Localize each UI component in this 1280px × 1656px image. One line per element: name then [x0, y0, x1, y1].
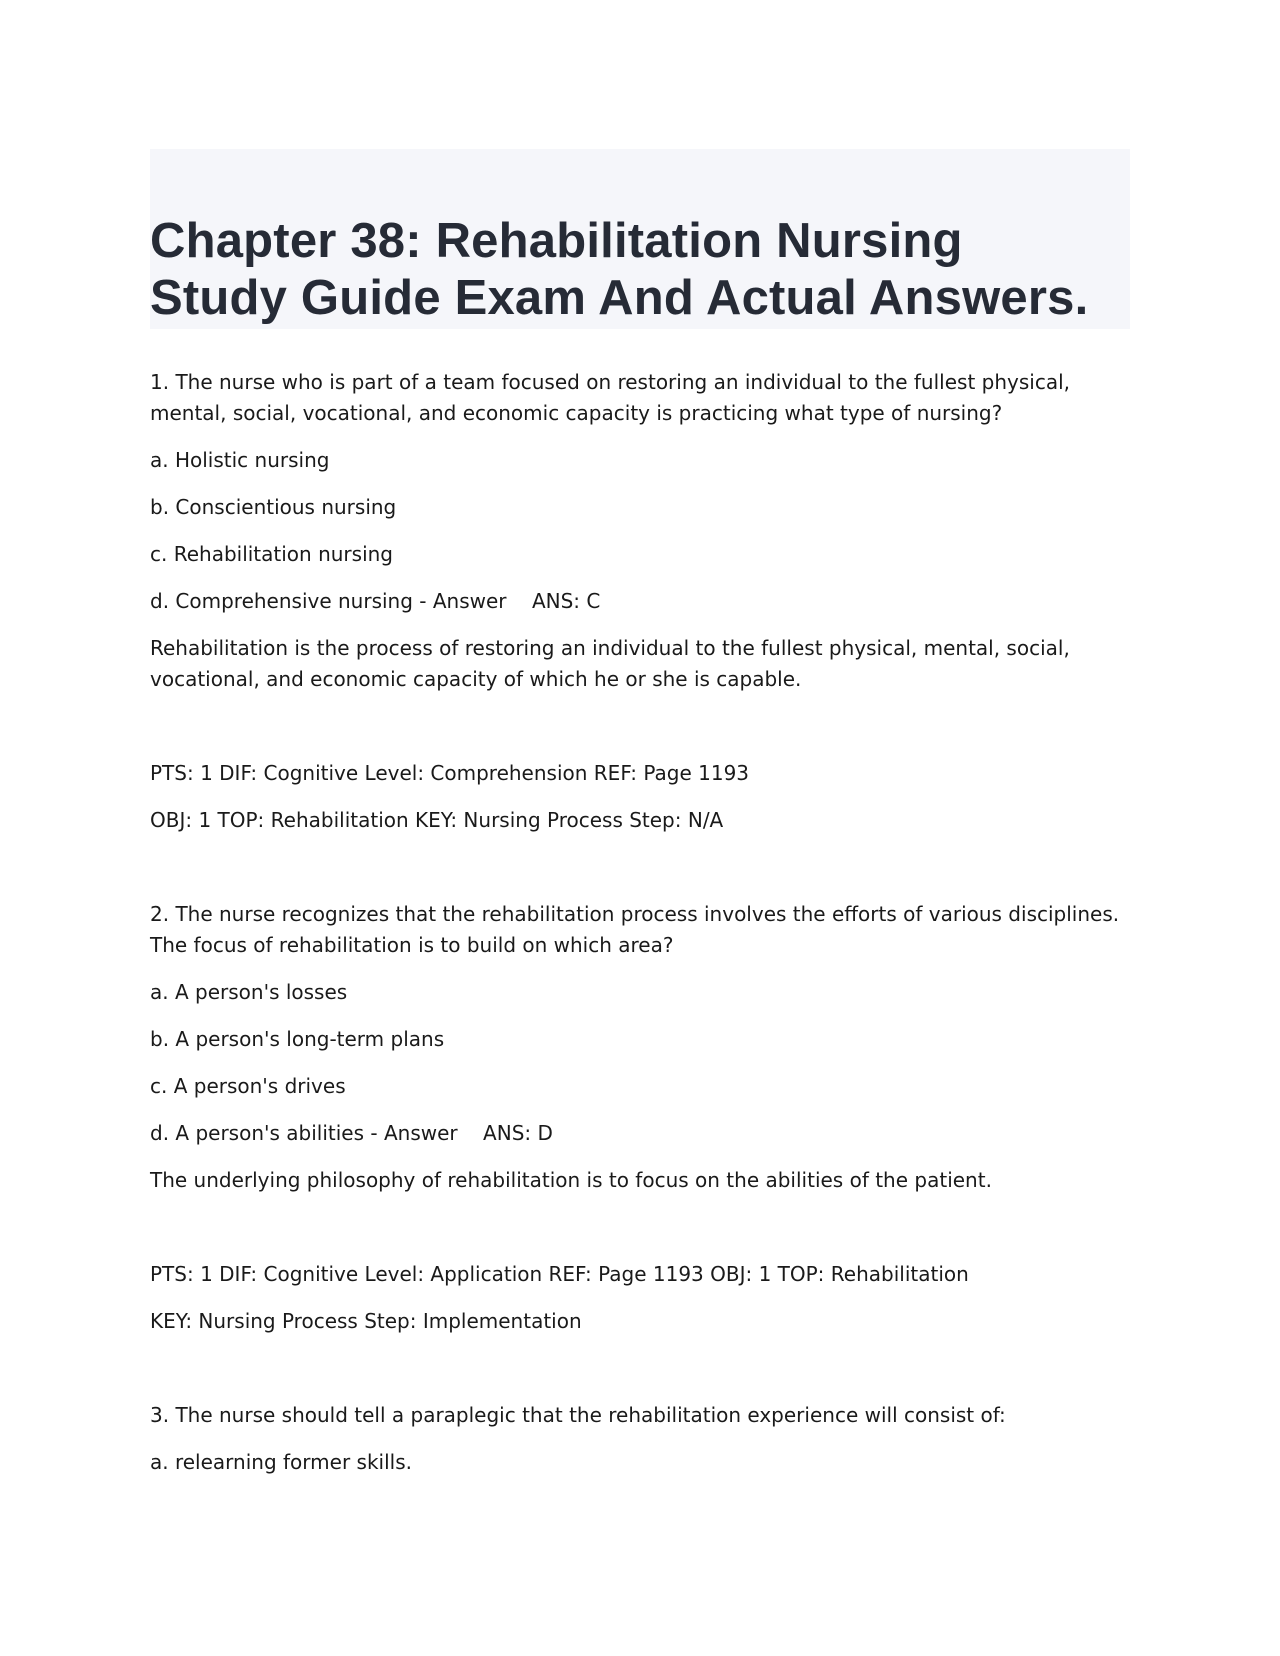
document-body [150, 367, 1130, 1478]
question-2-option-b: b. A person's long-term plans [150, 1027, 445, 1051]
spacer [150, 852, 1130, 899]
question-1-meta-1: PTS: 1 DIF: Cognitive Level: Comprehension REF: Page 1193 [150, 761, 750, 785]
question-1-option-d: d. Comprehensive nursing - Answer ANS: C [150, 589, 601, 613]
question-2-meta-1: PTS: 1 DIF: Cognitive Level: Application REF: Page 1193 OBJ: 1 TOP: Rehabilitation [150, 1262, 969, 1286]
question-3-stem: 3. The nurse should tell a paraplegic that the rehabilitation experience will consist of: [150, 1403, 1006, 1427]
question-2-stem: 2. The nurse recognizes that the rehabilitation process involves the efforts of various disciplines. The focus of rehabilitation is to build on which area? [150, 902, 1120, 957]
document-page [150, 149, 1130, 1494]
question-1-option-c: c. Rehabilitation nursing [150, 542, 393, 566]
title-line-2: Study Guide Exam And Actual Answers. [150, 271, 1089, 325]
spacer [150, 1212, 1130, 1259]
document-title [150, 213, 1088, 327]
question-1-option-a: a. Holistic nursing [150, 448, 330, 472]
question-2-option-c: c. A person's drives [150, 1074, 346, 1098]
question-2-rationale: The underlying philosophy of rehabilitation is to focus on the abilities of the patient. [150, 1168, 992, 1192]
question-2-option-d: d. A person's abilities - Answer ANS: D [150, 1121, 553, 1145]
question-2-meta-2: KEY: Nursing Process Step: Implementation [150, 1309, 582, 1333]
question-2-option-a: a. A person's losses [150, 980, 348, 1004]
spacer [150, 711, 1130, 758]
question-1-stem: 1. The nurse who is part of a team focused on restoring an individual to the fullest physical, mental, social, vocational, and economic capacity is practicing what type of nursing? [150, 370, 1070, 425]
spacer [150, 1353, 1130, 1400]
question-1-meta-2: OBJ: 1 TOP: Rehabilitation KEY: Nursing Process Step: N/A [150, 808, 724, 832]
question-1-rationale: Rehabilitation is the process of restoring an individual to the fullest physical, mental, social, vocational, and economic capacity of which he or she is capable. [150, 636, 1070, 691]
question-3-option-a: a. relearning former skills. [150, 1450, 412, 1474]
title-banner [150, 149, 1130, 329]
title-line-1: Chapter 38: Rehabilitation Nursing [150, 214, 963, 268]
question-1-option-b: b. Conscientious nursing [150, 495, 397, 519]
